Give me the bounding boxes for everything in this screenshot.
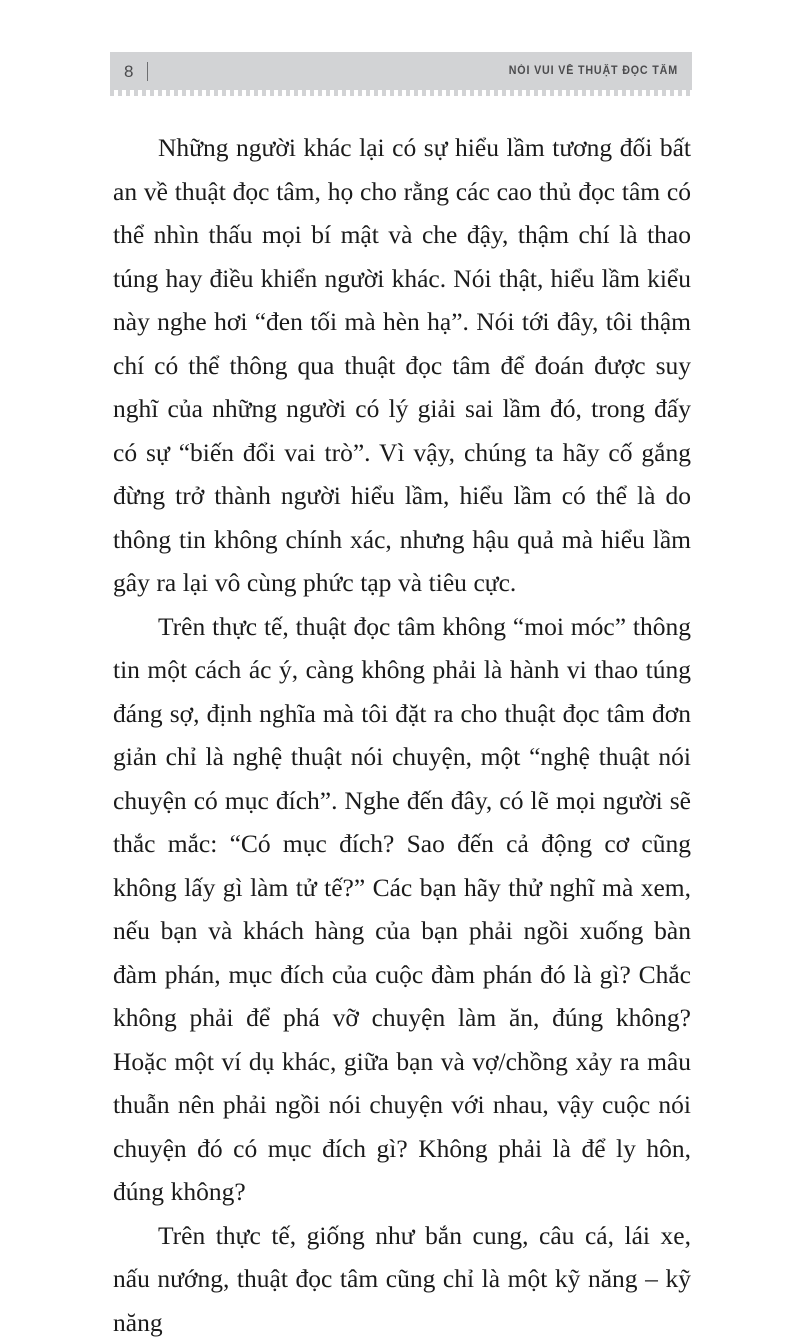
running-header xyxy=(110,52,692,90)
folio-separator-rule xyxy=(147,62,148,81)
paragraph: Trên thực tế, thuật đọc tâm không “moi móc” thông tin một cách ác ý, càng không phải là hành vi thao túng đáng sợ, định nghĩa mà tôi đặt ra cho thuật đọc tâm đơn giản chỉ là nghệ thuật nói chuyện, một “nghệ thuật nói chuyện có mục đích”. Nghe đến đây, có lẽ mọi người sẽ thắc mắc: “Có mục đích? Sao đến cả động cơ cũng không lấy gì làm tử tế?” Các bạn hãy thử nghĩ mà xem, nếu bạn và khách hàng của bạn phải ngồi xuống bàn đàm phán, mục đích của cuộc đàm phán đó là gì? Chắc không phải để phá vỡ chuyện làm ăn, đúng không? Hoặc một ví dụ khác, giữa bạn và vợ/chồng xảy ra mâu thuẫn nên phải ngồi nói chuyện với nhau, vậy cuộc nói chuyện đó có mục đích gì? Không phải là để ly hôn, đúng không? xyxy=(113,605,691,1214)
body-text-block xyxy=(113,126,691,1344)
running-head-title: NÓI VUI VỀ THUẬT ĐỌC TÂM xyxy=(509,65,678,77)
paragraph: Những người khác lại có sự hiểu lầm tương đối bất an về thuật đọc tâm, họ cho rằng các cao thủ đọc tâm có thể nhìn thấu mọi bí mật và che đậy, thậm chí là thao túng hay điều khiển người khác. Nói thật, hiểu lầm kiểu này nghe hơi “đen tối mà hèn hạ”. Nói tới đây, tôi thậm chí có thể thông qua thuật đọc tâm để đoán được suy nghĩ của những người có lý giải sai lầm đó, trong đấy có sự “biến đổi vai trò”. Vì vậy, chúng ta hãy cố gắng đừng trở thành người hiểu lầm, hiểu lầm có thể là do thông tin không chính xác, nhưng hậu quả mà hiểu lầm gây ra lại vô cùng phức tạp và tiêu cực. xyxy=(113,126,691,605)
page-number: 8 xyxy=(124,63,134,80)
paragraph: Trên thực tế, giống như bắn cung, câu cá, lái xe, nấu nướng, thuật đọc tâm cũng chỉ là một kỹ năng – kỹ năng xyxy=(113,1214,691,1344)
